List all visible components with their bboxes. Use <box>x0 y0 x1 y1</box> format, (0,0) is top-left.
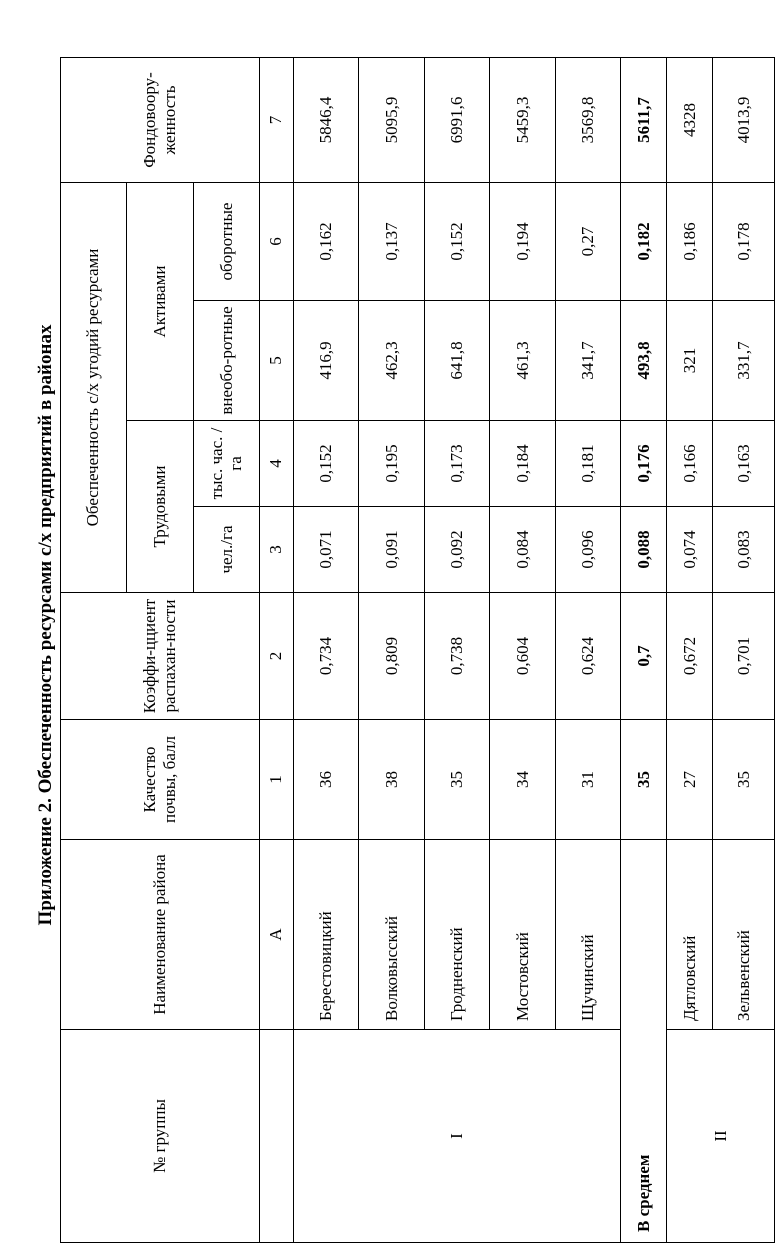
current-cell: 0,194 <box>490 183 556 301</box>
district-cell: Дятловский <box>666 840 712 1030</box>
col-number-cell <box>259 1030 293 1243</box>
per-hour-cell: 0,163 <box>712 421 774 507</box>
average-per-person: 0,088 <box>621 507 667 593</box>
header-persons-per-ha: чел./га <box>194 507 260 593</box>
per-person-cell: 0,084 <box>490 507 556 593</box>
average-soil: 35 <box>621 720 667 840</box>
header-provision: Обеспеченность с/х угодий ресурсами <box>61 183 127 593</box>
column-numbers-row <box>259 58 293 1243</box>
plow-cell: 0,809 <box>359 593 425 720</box>
plow-cell: 0,672 <box>666 593 712 720</box>
group-cell: I <box>293 1030 621 1243</box>
col-number-cell: 1 <box>259 720 293 840</box>
col-number-cell: 3 <box>259 507 293 593</box>
page-title: Приложение 2. Обеспеченность ресурсами с/х предприятий в районах <box>35 324 56 926</box>
per-hour-cell: 0,184 <box>490 421 556 507</box>
average-noncurrent: 493,8 <box>621 301 667 421</box>
per-hour-cell: 0,166 <box>666 421 712 507</box>
capital-cell: 4328 <box>666 58 712 183</box>
current-cell: 0,178 <box>712 183 774 301</box>
current-cell: 0,137 <box>359 183 425 301</box>
plow-cell: 0,624 <box>555 593 621 720</box>
plow-cell: 0,701 <box>712 593 774 720</box>
soil-cell: 31 <box>555 720 621 840</box>
header-current-assets: оборотные <box>194 183 260 301</box>
average-current: 0,182 <box>621 183 667 301</box>
header-noncurrent-assets: внеобо-ротные <box>194 301 260 421</box>
rotated-table-wrapper <box>0 64 753 1249</box>
header-labor: Трудовыми <box>126 421 194 593</box>
per-hour-cell: 0,173 <box>424 421 490 507</box>
noncurrent-cell: 641,8 <box>424 301 490 421</box>
header-assets: Активами <box>126 183 194 421</box>
district-cell: Мостовский <box>490 840 556 1030</box>
header-district-name: Наименование района <box>61 840 260 1030</box>
plow-cell: 0,738 <box>424 593 490 720</box>
header-capital-equipment: Фондовоору-женность <box>61 58 260 183</box>
district-cell: Гродненский <box>424 840 490 1030</box>
capital-cell: 6991,6 <box>424 58 490 183</box>
per-person-cell: 0,083 <box>712 507 774 593</box>
soil-cell: 35 <box>424 720 490 840</box>
header-soil-quality: Качество почвы, балл <box>61 720 260 840</box>
average-label: В среднем <box>621 840 667 1243</box>
per-person-cell: 0,071 <box>293 507 359 593</box>
per-person-cell: 0,096 <box>555 507 621 593</box>
noncurrent-cell: 331,7 <box>712 301 774 421</box>
col-number-cell: А <box>259 840 293 1030</box>
noncurrent-cell: 416,9 <box>293 301 359 421</box>
plow-cell: 0,734 <box>293 593 359 720</box>
district-cell: Щучинский <box>555 840 621 1030</box>
district-cell: Зельвенский <box>712 840 774 1030</box>
capital-cell: 4013,9 <box>712 58 774 183</box>
district-cell: Волковысский <box>359 840 425 1030</box>
capital-cell: 5846,4 <box>293 58 359 183</box>
table-row <box>666 58 712 1243</box>
noncurrent-cell: 462,3 <box>359 301 425 421</box>
average-plow: 0,7 <box>621 593 667 720</box>
col-number-cell: 5 <box>259 301 293 421</box>
average-capital: 5611,7 <box>621 58 667 183</box>
table-row <box>293 58 359 1243</box>
group-cell: II <box>666 1030 774 1243</box>
capital-cell: 3569,8 <box>555 58 621 183</box>
per-hour-cell: 0,152 <box>293 421 359 507</box>
per-hour-cell: 0,195 <box>359 421 425 507</box>
header-group-number: № группы <box>61 1030 260 1243</box>
soil-cell: 38 <box>359 720 425 840</box>
header-thousand-hours-per-ha: тыс. час. /га <box>194 421 260 507</box>
current-cell: 0,27 <box>555 183 621 301</box>
average-per-hour: 0,176 <box>621 421 667 507</box>
col-number-cell: 6 <box>259 183 293 301</box>
col-number-cell: 7 <box>259 58 293 183</box>
per-person-cell: 0,091 <box>359 507 425 593</box>
soil-cell: 34 <box>490 720 556 840</box>
noncurrent-cell: 341,7 <box>555 301 621 421</box>
col-number-cell: 4 <box>259 421 293 507</box>
per-person-cell: 0,092 <box>424 507 490 593</box>
col-number-cell: 2 <box>259 593 293 720</box>
soil-cell: 35 <box>712 720 774 840</box>
noncurrent-cell: 461,3 <box>490 301 556 421</box>
per-hour-cell: 0,181 <box>555 421 621 507</box>
district-cell: Берестовицкий <box>293 840 359 1030</box>
current-cell: 0,186 <box>666 183 712 301</box>
average-row <box>621 58 667 1243</box>
capital-cell: 5459,3 <box>490 58 556 183</box>
per-person-cell: 0,074 <box>666 507 712 593</box>
current-cell: 0,162 <box>293 183 359 301</box>
plow-cell: 0,604 <box>490 593 556 720</box>
soil-cell: 36 <box>293 720 359 840</box>
header-plowing-coefficient: Коэффи-цциент распахан-ности <box>61 593 260 720</box>
noncurrent-cell: 321 <box>666 301 712 421</box>
capital-cell: 5095,9 <box>359 58 425 183</box>
soil-cell: 27 <box>666 720 712 840</box>
resources-table <box>60 57 775 1243</box>
current-cell: 0,152 <box>424 183 490 301</box>
